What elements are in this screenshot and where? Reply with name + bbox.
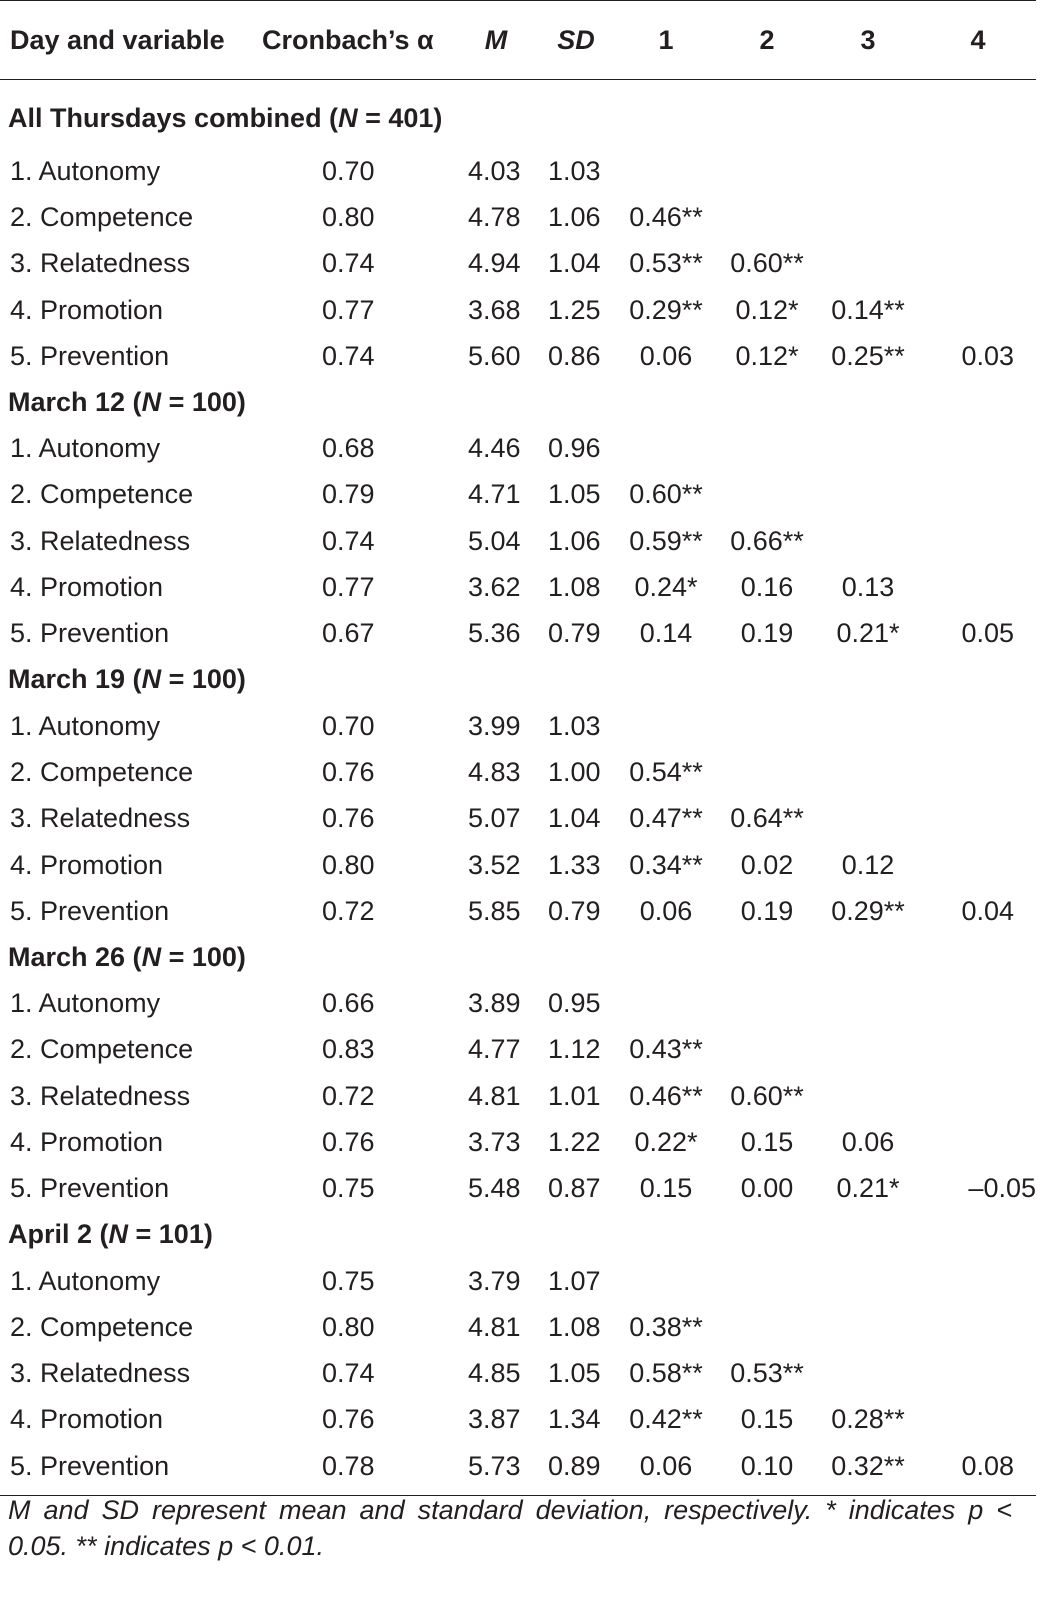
group-n-value: = 100) [161, 386, 246, 417]
corr-4-cell [920, 1073, 1036, 1119]
sd-cell: 1.25 [548, 294, 601, 325]
corr-3-cell [816, 148, 920, 194]
header-cronbach-alpha: Cronbach’s α [248, 1, 454, 80]
group-heading-row [0, 80, 1036, 149]
corr-1-cell: 0.54** [629, 756, 703, 787]
corr-4-cell [920, 1027, 1036, 1073]
header-col-4: 4 [920, 1, 1036, 80]
corr-3-cell: 0.14** [831, 294, 905, 325]
table-row [0, 611, 1036, 657]
header-col-2: 2 [718, 1, 816, 80]
corr-1-cell: 0.24* [634, 572, 698, 603]
mean-cell: 4.83 [468, 756, 521, 787]
variable-cell: 4. Promotion [10, 1404, 164, 1435]
corr-3-cell [816, 980, 920, 1026]
alpha-cell: 0.76 [322, 756, 375, 787]
corr-4-cell [920, 148, 1036, 194]
sd-cell: 0.79 [548, 895, 601, 926]
corr-4-cell: 0.08 [920, 1443, 1036, 1496]
corr-1-cell: 0.38** [629, 1311, 703, 1342]
corr-2-cell: 0.19 [740, 618, 794, 649]
corr-2-cell [718, 425, 816, 471]
alpha-cell: 0.80 [322, 201, 375, 232]
table-row [0, 564, 1036, 610]
alpha-cell: 0.75 [322, 1173, 375, 1204]
table-row [0, 1443, 1036, 1496]
mean-cell: 3.73 [468, 1126, 521, 1157]
sd-cell: 1.12 [548, 1034, 601, 1065]
corr-2-cell [718, 194, 816, 240]
corr-2-cell: 0.66** [730, 525, 804, 556]
table-row [0, 703, 1036, 749]
mean-cell: 3.99 [468, 710, 521, 741]
variable-cell: 3. Relatedness [10, 1080, 191, 1111]
group-title-prefix: March 12 ( [8, 386, 142, 417]
corr-1-cell [614, 980, 718, 1026]
corr-2-cell: 0.12* [735, 340, 799, 371]
sd-cell: 0.79 [548, 618, 601, 649]
group-n-letter: N [338, 102, 358, 133]
alpha-cell: 0.68 [322, 433, 375, 464]
table-row [0, 333, 1036, 379]
variable-cell: 5. Prevention [10, 895, 170, 926]
group-heading-row [0, 934, 1036, 980]
table-row [0, 842, 1036, 888]
sd-cell: 1.08 [548, 1311, 601, 1342]
corr-1-cell: 0.06 [639, 340, 693, 371]
corr-4-cell [920, 241, 1036, 287]
corr-3-cell: 0.25** [831, 340, 905, 371]
corr-4-cell [920, 1351, 1036, 1397]
mean-cell: 5.85 [468, 895, 521, 926]
alpha-cell: 0.76 [322, 1404, 375, 1435]
sd-cell: 1.04 [548, 803, 601, 834]
mean-cell: 3.79 [468, 1265, 521, 1296]
corr-2-cell: 0.60** [730, 248, 804, 279]
corr-2-cell [718, 703, 816, 749]
variable-cell: 1. Autonomy [10, 155, 161, 186]
corr-3-cell: 0.21* [836, 1173, 900, 1204]
corr-1-cell: 0.59** [629, 525, 703, 556]
corr-2-cell [718, 1027, 816, 1073]
table-row [0, 1073, 1036, 1119]
table-row [0, 518, 1036, 564]
mean-cell: 3.52 [468, 849, 521, 880]
corr-1-cell: 0.53** [629, 248, 703, 279]
sd-cell: 1.06 [548, 201, 601, 232]
variable-cell: 2. Competence [10, 1034, 194, 1065]
corr-3-cell [816, 194, 920, 240]
corr-1-cell [614, 1258, 718, 1304]
alpha-cell: 0.75 [322, 1265, 375, 1296]
variable-cell: 2. Competence [10, 1311, 194, 1342]
table-row [0, 287, 1036, 333]
corr-2-cell [718, 749, 816, 795]
header-col-3: 3 [816, 1, 920, 80]
variable-cell: 1. Autonomy [10, 433, 161, 464]
mean-cell: 3.89 [468, 988, 521, 1019]
sd-cell: 0.89 [538, 1443, 614, 1496]
variable-cell: 1. Autonomy [10, 988, 161, 1019]
variable-cell: 3. Relatedness [10, 248, 191, 279]
variable-cell: 1. Autonomy [10, 710, 161, 741]
variable-cell: 3. Relatedness [10, 1358, 191, 1389]
corr-4-cell [920, 564, 1036, 610]
variable-cell: 3. Relatedness [10, 525, 191, 556]
mean-cell: 3.87 [468, 1404, 521, 1435]
mean-cell: 4.94 [468, 248, 521, 279]
group-title [0, 379, 1036, 425]
table-row [0, 749, 1036, 795]
mean-cell: 4.81 [468, 1080, 521, 1111]
variable-cell: 2. Competence [10, 479, 194, 510]
alpha-cell: 0.74 [322, 248, 375, 279]
alpha-cell: 0.74 [322, 1358, 375, 1389]
alpha-cell: 0.72 [322, 1080, 375, 1111]
mean-cell: 4.85 [468, 1358, 521, 1389]
table-body [0, 80, 1036, 1496]
corr-3-cell: 0.13 [841, 572, 895, 603]
corr-4-cell [920, 796, 1036, 842]
corr-4-cell: –0.05 [968, 1173, 1036, 1204]
corr-4-cell [920, 518, 1036, 564]
corr-1-cell [614, 703, 718, 749]
corr-1-cell [614, 425, 718, 471]
corr-2-cell: 0.00 [740, 1173, 794, 1204]
corr-2-cell: 0.12* [735, 294, 799, 325]
corr-3-cell [816, 241, 920, 287]
group-title [0, 1212, 1036, 1258]
corr-1-cell: 0.42** [629, 1404, 703, 1435]
corr-1-cell: 0.15 [639, 1173, 693, 1204]
alpha-cell: 0.77 [322, 294, 375, 325]
mean-cell: 5.73 [454, 1443, 538, 1496]
sd-cell: 0.87 [548, 1173, 601, 1204]
mean-cell: 5.07 [468, 803, 521, 834]
group-title-prefix: All Thursdays combined ( [8, 102, 339, 133]
corr-1-cell [614, 148, 718, 194]
corr-4-cell [920, 1258, 1036, 1304]
table-row [0, 1258, 1036, 1304]
corr-4-cell [920, 194, 1036, 240]
corr-3-cell [816, 1258, 920, 1304]
table-row [0, 1119, 1036, 1165]
group-heading-row [0, 657, 1036, 703]
corr-4-cell [920, 703, 1036, 749]
corr-3-cell: 0.32** [816, 1443, 920, 1496]
mean-cell: 4.03 [468, 155, 521, 186]
variable-cell: 4. Promotion [10, 1126, 164, 1157]
table-row [0, 1027, 1036, 1073]
variable-cell: 2. Competence [10, 756, 194, 787]
corr-1-cell: 0.58** [629, 1358, 703, 1389]
mean-cell: 3.62 [468, 572, 521, 603]
sd-cell: 0.95 [548, 988, 601, 1019]
corr-3-cell [816, 749, 920, 795]
alpha-cell: 0.76 [322, 1126, 375, 1157]
corr-4-cell [920, 1397, 1036, 1443]
corr-1-cell: 0.46** [629, 1080, 703, 1111]
corr-1-cell: 0.06 [639, 895, 693, 926]
alpha-cell: 0.76 [322, 803, 375, 834]
corr-2-cell [718, 1304, 816, 1350]
corr-1-cell: 0.22* [634, 1126, 698, 1157]
mean-cell: 4.71 [468, 479, 521, 510]
corr-4-cell [920, 980, 1036, 1026]
variable-cell: 2. Competence [10, 201, 194, 232]
mean-cell: 4.78 [468, 201, 521, 232]
group-title [0, 934, 1036, 980]
alpha-cell: 0.78 [248, 1443, 454, 1496]
corr-1-cell: 0.34** [629, 849, 703, 880]
corr-2-cell: 0.02 [740, 849, 794, 880]
corr-4-cell [920, 1119, 1036, 1165]
table-row [0, 241, 1036, 287]
variable-cell: 3. Relatedness [10, 803, 191, 834]
alpha-cell: 0.67 [322, 618, 375, 649]
group-n-value: = 100) [161, 664, 246, 695]
corr-3-cell [816, 703, 920, 749]
corr-1-cell: 0.60** [629, 479, 703, 510]
alpha-cell: 0.83 [322, 1034, 375, 1065]
corr-3-cell [816, 1351, 920, 1397]
variable-cell: 5. Prevention [10, 340, 170, 371]
table-row [0, 472, 1036, 518]
mean-cell: 3.68 [468, 294, 521, 325]
sd-cell: 1.33 [548, 849, 601, 880]
corr-3-cell [816, 1073, 920, 1119]
variable-cell: 5. Prevention [10, 618, 170, 649]
sd-cell: 1.01 [548, 1080, 601, 1111]
corr-1-cell: 0.47** [629, 803, 703, 834]
sd-cell: 1.03 [548, 710, 601, 741]
alpha-cell: 0.74 [322, 525, 375, 556]
corr-3-cell [816, 1304, 920, 1350]
corr-2-cell: 0.19 [740, 895, 794, 926]
variable-cell: 4. Promotion [10, 572, 164, 603]
alpha-cell: 0.70 [322, 710, 375, 741]
alpha-cell: 0.70 [322, 155, 375, 186]
corr-2-cell [718, 1258, 816, 1304]
table-header [0, 1, 1036, 80]
group-heading-row [0, 1212, 1036, 1258]
corr-3-cell: 0.21* [836, 618, 900, 649]
mean-cell: 5.36 [468, 618, 521, 649]
group-title-prefix: April 2 ( [8, 1219, 109, 1250]
corr-2-cell: 0.15 [740, 1126, 794, 1157]
variable-cell: 4. Promotion [10, 849, 164, 880]
corr-1-cell: 0.14 [639, 618, 693, 649]
corr-3-cell [816, 472, 920, 518]
corr-1-cell: 0.43** [629, 1034, 703, 1065]
table-row [0, 888, 1036, 934]
corr-1-cell: 0.29** [629, 294, 703, 325]
table-row [0, 148, 1036, 194]
corr-2-cell: 0.10 [718, 1443, 816, 1496]
group-n-letter: N [141, 386, 162, 417]
table-note: M and SD represent mean and standard deviation, respectively. * indicates p < 0.05. ** indicates p < 0.01. [8, 1495, 1012, 1561]
variable-cell: 1. Autonomy [10, 1265, 161, 1296]
table-row [0, 796, 1036, 842]
corr-3-cell: 0.06 [841, 1126, 895, 1157]
group-title-prefix: March 19 ( [8, 664, 142, 695]
sd-cell: 1.34 [548, 1404, 601, 1435]
variable-cell: 4. Promotion [10, 294, 164, 325]
corr-1-cell: 0.06 [614, 1443, 718, 1496]
corr-2-cell [718, 148, 816, 194]
variable-cell: 5. Prevention [10, 1173, 170, 1204]
corr-2-cell: 0.64** [730, 803, 804, 834]
mean-cell: 5.04 [468, 525, 521, 556]
sd-cell: 0.86 [548, 340, 601, 371]
sd-cell: 1.00 [548, 756, 601, 787]
table-row [0, 980, 1036, 1026]
table-row [0, 1397, 1036, 1443]
corr-3-cell [816, 1027, 920, 1073]
corr-4-cell [920, 749, 1036, 795]
sd-cell: 1.07 [548, 1265, 601, 1296]
table-row [0, 425, 1036, 471]
mean-cell: 4.77 [468, 1034, 521, 1065]
corr-2-cell [718, 980, 816, 1026]
corr-3-cell: 0.29** [831, 895, 905, 926]
sd-cell: 1.05 [548, 479, 601, 510]
corr-4-cell [920, 287, 1036, 333]
corr-3-cell: 0.12 [841, 849, 895, 880]
table-row [0, 1166, 1036, 1212]
header-col-1: 1 [614, 1, 718, 80]
variable-cell: 5. Prevention [0, 1443, 248, 1496]
corr-4-cell [920, 472, 1036, 518]
mean-cell: 5.60 [468, 340, 521, 371]
group-n-letter: N [108, 1219, 129, 1250]
group-title [0, 80, 1036, 149]
corr-1-cell: 0.46** [629, 201, 703, 232]
alpha-cell: 0.79 [322, 479, 375, 510]
group-n-letter: N [141, 664, 162, 695]
table-row [0, 1351, 1036, 1397]
corr-4-cell: 0.05 [961, 618, 1014, 649]
sd-cell: 1.05 [548, 1358, 601, 1389]
header-sd: SD [538, 1, 614, 80]
sd-cell: 1.03 [548, 155, 601, 186]
corr-3-cell [816, 796, 920, 842]
group-n-value: = 101) [128, 1219, 213, 1250]
corr-4-cell [920, 1304, 1036, 1350]
alpha-cell: 0.72 [322, 895, 375, 926]
corr-2-cell: 0.15 [740, 1404, 794, 1435]
corr-2-cell: 0.16 [740, 572, 794, 603]
group-heading-row [0, 379, 1036, 425]
group-title [0, 657, 1036, 703]
corr-4-cell [920, 425, 1036, 471]
corr-2-cell: 0.60** [730, 1080, 804, 1111]
corr-3-cell [816, 518, 920, 564]
corr-4-cell [920, 842, 1036, 888]
corr-3-cell [816, 425, 920, 471]
alpha-cell: 0.77 [322, 572, 375, 603]
alpha-cell: 0.80 [322, 1311, 375, 1342]
table-row [0, 194, 1036, 240]
group-n-value: = 401) [357, 102, 443, 133]
sd-cell: 1.06 [548, 525, 601, 556]
alpha-cell: 0.74 [322, 340, 375, 371]
mean-cell: 4.81 [468, 1311, 521, 1342]
sd-cell: 1.04 [548, 248, 601, 279]
group-n-letter: N [141, 941, 162, 972]
group-title-prefix: March 26 ( [8, 941, 142, 972]
corr-2-cell [718, 472, 816, 518]
mean-cell: 5.48 [468, 1173, 521, 1204]
sd-cell: 1.22 [548, 1126, 601, 1157]
corr-3-cell: 0.28** [831, 1404, 905, 1435]
sd-cell: 1.08 [548, 572, 601, 603]
alpha-cell: 0.80 [322, 849, 375, 880]
alpha-cell: 0.66 [322, 988, 375, 1019]
sd-cell: 0.96 [548, 433, 601, 464]
corr-2-cell: 0.53** [730, 1358, 804, 1389]
corr-4-cell: 0.04 [961, 895, 1014, 926]
corr-4-cell: 0.03 [961, 340, 1014, 371]
group-n-value: = 100) [161, 941, 246, 972]
header-day-variable: Day and variable [0, 1, 248, 80]
table-row [0, 1304, 1036, 1350]
mean-cell: 4.46 [468, 433, 521, 464]
header-mean: M [454, 1, 538, 80]
